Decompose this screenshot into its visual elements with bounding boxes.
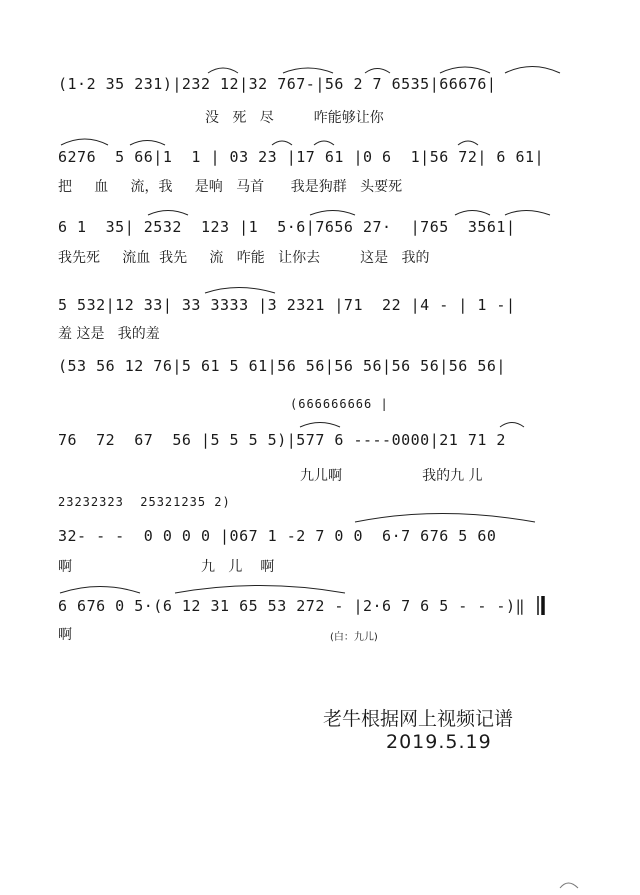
score-system-3-notes: 6 1 35| 2532 123 |1 5·6|7656 27· |765 3561| [58,218,516,236]
score-system-5-notes: (53 56 12 76|5 61 5 61|56 56|56 56|56 56|56 56| [58,357,506,375]
slur-mark [355,514,535,523]
score-system-6-notes: 76 72 67 56 |5 5 5 5)|577 6 ----0000|21 71 2 [58,431,506,449]
score-system-4-lyrics: 羞 这是 我的羞 [58,326,160,342]
score-system-6-pre: (666666666 | [290,397,389,411]
slur-mark [500,423,524,428]
score-system-7-pre: 23232323 25321235 2) [58,495,231,509]
slur-mark [130,141,165,146]
slur-mark [440,67,490,73]
score-system-2-notes: 6276 5 66|1 1 | 03 23 |17 61 |0 6 1|56 72| 6 61| [58,148,545,166]
score-system-1-lyrics: 没 死 尽 咋能够让你 [205,110,384,126]
slur-mark [272,141,292,145]
slur-mark [148,211,188,216]
slur-mark [505,67,560,74]
slur-mark [365,69,390,74]
slur-mark [458,141,478,145]
slur-mark [208,68,238,73]
slur-mark [505,211,550,216]
slur-mark [300,423,340,428]
transcription-date: 2019.5.19 [386,731,492,753]
slur-mark [60,587,140,594]
score-system-2-lyrics: 把 血 流，我 是响 马首 我是狗群 头要死 [58,179,403,195]
score-system-8-lyrics: 啊 [58,627,72,643]
slur-mark [455,211,490,216]
slur-mark [205,288,275,294]
score-system-8-spoken-note: (白：九儿) [330,632,378,643]
score-system-8-notes: 6 676 0 5·(6 12 31 65 53 272 - |2·6 7 6 5 - - -)‖ [58,597,526,615]
slur-mark [310,211,355,216]
slur-mark [283,68,333,73]
slur-mark [61,139,108,145]
page-corner-mark [560,883,578,888]
transcriber-credit: 老牛根据网上视频记谱 [323,708,514,730]
score-system-6-lyrics: 九儿啊 我的九 儿 [300,468,483,484]
score-system-7-lyrics: 啊 九 儿 啊 [58,559,275,575]
score-system-7-notes: 32- - - 0 0 0 0 |067 1 -2 7 0 0 6·7 676 5 60 [58,527,497,545]
score-system-3-lyrics: 我先死 流血 我先 流 咋能 让你去 这是 我的 [58,250,430,266]
slur-mark [314,141,334,145]
score-system-1-notes: (1·2 35 231)|232 12|32 767-|56 2 7 6535|66676| [58,75,497,93]
score-system-4-notes: 5 532|12 33| 33 3333 |3 2321 |71 22 |4 - | 1 -| [58,296,516,314]
slur-mark [175,586,345,594]
